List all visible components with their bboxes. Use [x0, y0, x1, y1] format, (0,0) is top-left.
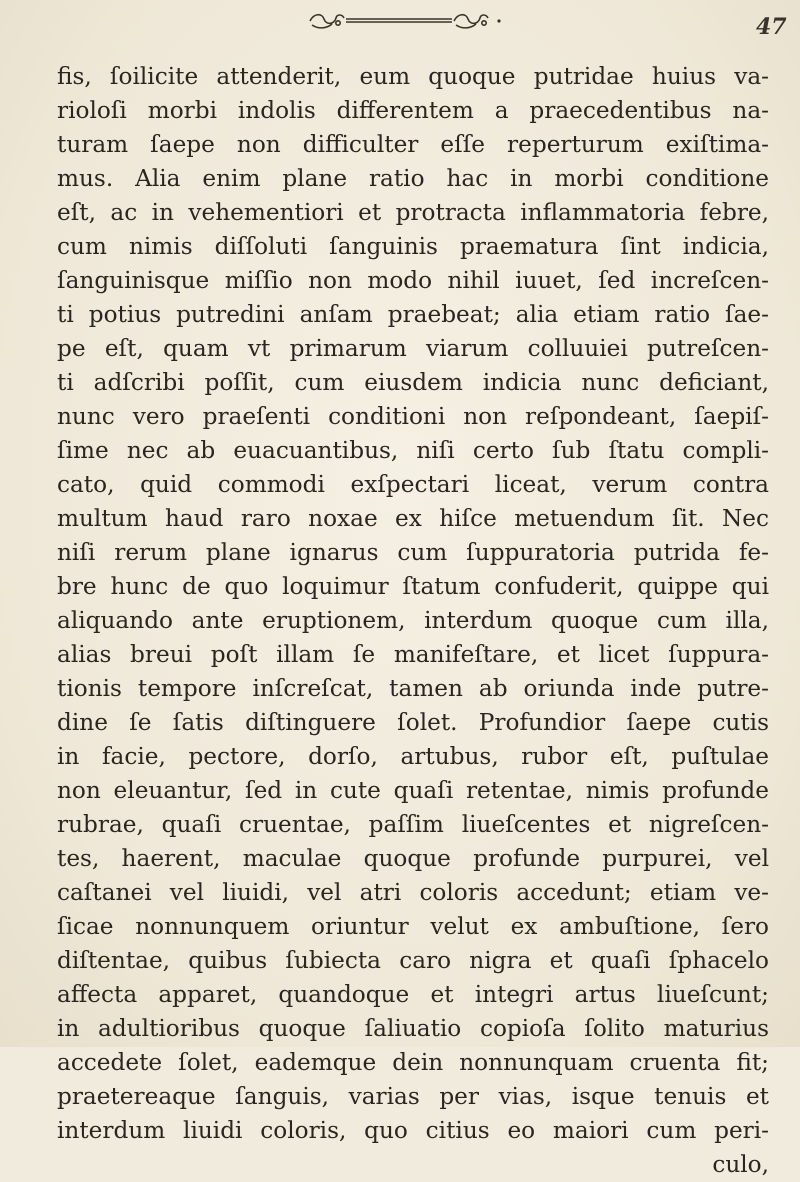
text-line: alias breui poſt illam ſe manifeſtare, et licet ſuppura-	[57, 641, 769, 668]
text-line: ti adſcribi poſſit, cum eiusdem indicia nunc deficiant,	[57, 369, 769, 396]
text-line: cato, quid commodi exſpectari liceat, verum contra	[57, 471, 769, 498]
text-line: ſicae nonnunquem oriuntur velut ex ambuſtione, ſero	[57, 913, 769, 940]
text-line: pe eſt, quam vt primarum viarum colluuiei putreſcen-	[57, 335, 769, 362]
text-line: mus. Alia enim plane ratio hac in morbi conditione	[57, 165, 769, 192]
text-line: multum haud raro noxae ex hiſce metuendum ſit. Nec	[57, 505, 769, 532]
text-line: ſime nec ab euacuantibus, niſi certo ſub ſtatu compli-	[57, 437, 769, 464]
text-line: in adultioribus quoque ſaliuatio copioſa ſolito maturius	[57, 1015, 769, 1042]
text-line: praetereaque ſanguis, varias per vias, isque tenuis et	[57, 1083, 769, 1110]
text-line: turam ſaepe non difficulter eſſe reperturum exiſtima-	[57, 131, 769, 158]
body-text	[57, 60, 769, 1182]
text-line: fis, ſoilicite attenderit, eum quoque putridae huius va-	[57, 63, 769, 90]
text-line: aliquando ante eruptionem, interdum quoque cum illa,	[57, 607, 769, 634]
text-line: rioloſi morbi indolis differentem a praecedentibus na-	[57, 97, 769, 124]
text-line: cum nimis diſſoluti ſanguinis praematura ſint indicia,	[57, 233, 769, 260]
catchword: culo,	[712, 1151, 769, 1178]
text-line: tionis tempore inſcreſcat, tamen ab oriunda inde putre-	[57, 675, 769, 702]
text-line: in facie, pectore, dorſo, artubus, rubor eſt, puſtulae	[57, 743, 769, 770]
text-line: tes, haerent, maculae quoque profunde purpurei, vel	[57, 845, 769, 872]
text-line: rubrae, quaſi cruentae, paſſim liueſcentes et nigreſcen-	[57, 811, 769, 838]
text-line: diſtentae, quibus ſubiecta caro nigra et quaſi ſphacelo	[57, 947, 769, 974]
text-line: ſanguinisque miſſio non modo nihil iuuet, ſed increſcen-	[57, 267, 769, 294]
text-line: dine ſe ſatis diſtinguere ſolet. Profundior ſaepe cutis	[57, 709, 769, 736]
text-line: caſtanei vel liuidi, vel atri coloris accedunt; etiam ve-	[57, 879, 769, 906]
text-line: accedete ſolet, eademque dein nonnunquam cruenta fit;	[57, 1049, 769, 1076]
text-line: affecta apparet, quandoque et integri artus liueſcunt;	[57, 981, 769, 1008]
text-line: interdum liuidi coloris, quo citius eo maiori cum peri-	[57, 1117, 769, 1144]
text-line: non eleuantur, ſed in cute quaſi retentae, nimis profunde	[57, 777, 769, 804]
page-number: 47	[756, 14, 787, 40]
text-line: ti potius putredini anſam praebeat; alia etiam ratio ſae-	[57, 301, 769, 328]
text-line: nunc vero praeſenti conditioni non reſpondeant, ſaepiſ-	[57, 403, 769, 430]
text-line: eſt, ac in vehementiori et protracta inflammatoria febre,	[57, 199, 769, 226]
text-line: bre hunc de quo loquimur ſtatum confuderit, quippe qui	[57, 573, 769, 600]
text-line: niſi rerum plane ignarus cum ſuppuratoria putrida fe-	[57, 539, 769, 566]
header-ornament	[302, 10, 512, 32]
